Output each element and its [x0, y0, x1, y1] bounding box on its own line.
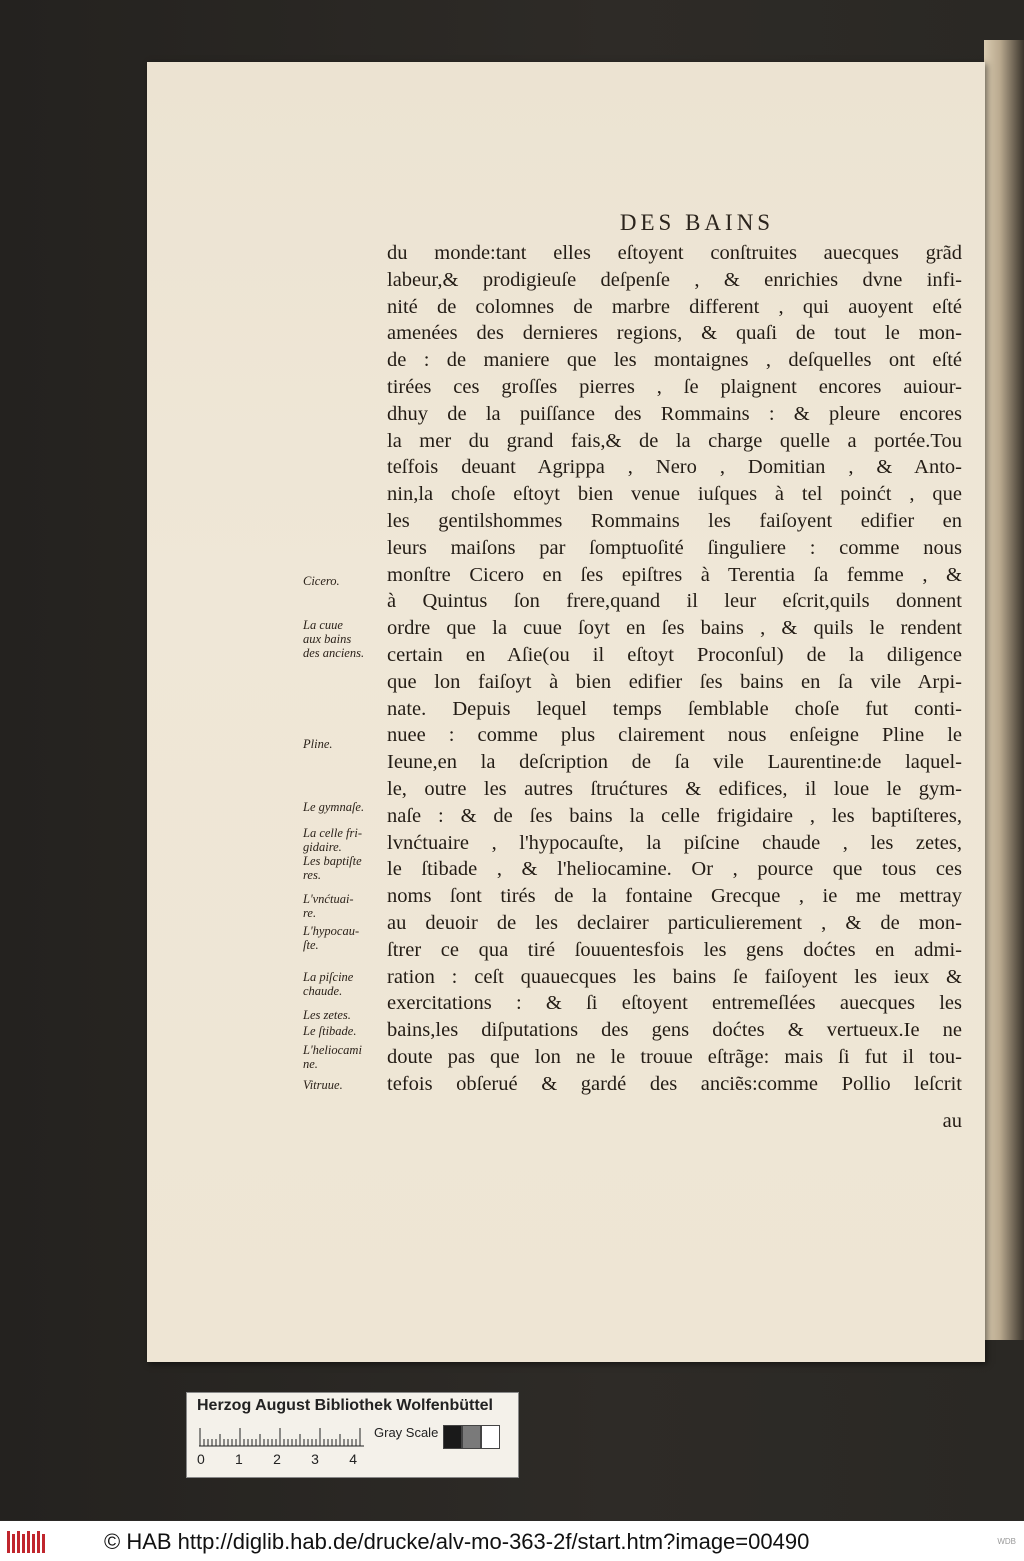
footer-bar	[0, 1521, 1024, 1561]
margin-note-line: Le gymnaſe.	[303, 800, 365, 814]
margin-note	[303, 1024, 383, 1038]
text-line: lvnćtuaire , l'hypocauſte, la piſcine chaude , les zetes,	[387, 831, 962, 854]
margin-note-line: La celle fri-	[303, 826, 363, 840]
text-line: ordre que la cuue ſoyt en ſes bains , & quils le rendent	[387, 617, 962, 640]
ruler-number: 3	[311, 1451, 319, 1467]
ruler-number: 4	[349, 1451, 357, 1467]
margin-note	[303, 1043, 383, 1071]
ruler-number: 1	[235, 1451, 243, 1467]
text-line: noms ſont tirés de la fontaine Grecque , ie me mettray	[387, 885, 962, 908]
margin-note-line: La cuue	[303, 618, 343, 632]
margin-note	[303, 737, 383, 751]
text-line: doute pas que lon ne le trouue eſtrãge: mais ſi fut il tou-	[387, 1045, 962, 1068]
margin-note-line: Les baptiſte	[303, 854, 362, 868]
text-line: Ieune,en la deſcription de ſa vile Laurentine:de laquel-	[387, 751, 962, 774]
text-line: ration : ceſt quauecques les bains ſe faiſoyent les ieux &	[387, 965, 962, 988]
text-line: teſfois deuant Agrippa , Nero , Domitian , & Anto-	[387, 456, 962, 479]
margin-note	[303, 618, 383, 660]
margin-note	[303, 1078, 383, 1092]
gray-swatch	[443, 1425, 462, 1449]
text-line: du monde:tant elles eſtoyent conſtruites auecques grãd	[387, 242, 962, 264]
margin-note-line: La piſcine	[303, 970, 354, 984]
text-line: labeur,& prodigieuſe deſpenſe , & enrichies dvne infi-	[387, 268, 962, 291]
margin-note-line: des anciens.	[303, 646, 365, 660]
margin-note-line: L'vnćtuai-	[303, 892, 354, 906]
margin-note-line: re.	[303, 906, 317, 920]
margin-note	[303, 1008, 383, 1022]
margin-note	[303, 574, 383, 588]
hab-logo-icon	[6, 1529, 46, 1560]
text-line: la mer du grand fais,& de la charge quelle a portée.Tou	[387, 429, 962, 452]
text-line: nate. Depuis lequel temps ſemblable choſe fut conti-	[387, 697, 962, 720]
text-line: naſe : & de ſes bains la celle frigidaire , les baptiſteres,	[387, 804, 962, 827]
gray-scale-label: Gray Scale	[374, 1425, 439, 1440]
text-line: tirées ces groſſes pierres , ſe plaignent encores auiour-	[387, 375, 962, 398]
library-name: Herzog August Bibliothek Wolfenbüttel	[197, 1397, 493, 1414]
facing-page-edge	[984, 40, 1024, 1340]
margin-note	[303, 800, 383, 814]
text-line: exercitations : & ſi eſtoyent entremeſlées auecques les	[387, 992, 962, 1015]
margin-note-line: res.	[303, 868, 321, 882]
margin-note-line: ne.	[303, 1057, 318, 1071]
gray-swatch	[462, 1425, 481, 1449]
margin-note-line: aux bains	[303, 632, 352, 646]
text-line: bains,les diſputations des gens doćtes & vertueux.Ie ne	[387, 1019, 962, 1042]
margin-note-line: Pline.	[303, 737, 333, 751]
text-line: leurs maiſons par ſomptuoſité ſinguliere : comme nous	[387, 536, 962, 559]
body-text	[387, 240, 962, 1098]
margin-note-line: Vitruue.	[303, 1078, 343, 1092]
text-line: à Quintus ſon frere,quand il leur eſcrit,quils donnent	[387, 590, 962, 613]
margin-note-line: gidaire.	[303, 840, 342, 854]
margin-note	[303, 892, 383, 920]
text-line: nité de colomnes de marbre different , qui auoyent eſté	[387, 295, 962, 318]
text-line: tefois obſerué & gardé des anciẽs:comme Pollio leſcrit	[387, 1072, 962, 1095]
ruler-number: 0	[197, 1451, 205, 1467]
wdb-mark: WDB	[997, 1537, 1016, 1546]
margin-note	[303, 924, 383, 952]
gray-scale-swatches	[443, 1425, 500, 1449]
text-line: nuee : comme plus clairement nous enſeigne Pline le	[387, 724, 962, 747]
text-line: dhuy de la puiſſance des Rommains : & pleure encores	[387, 402, 962, 425]
margin-note-line: ſte.	[303, 938, 319, 952]
margin-note-line: L'heliocami	[303, 1043, 362, 1057]
text-line: certain en Aſie(ou il eſtoyt Proconſul) de la diligence	[387, 643, 962, 666]
text-line: le, outre les autres ſtrućtures & edifices, il loue le gym-	[387, 777, 962, 800]
text-line: le ſtibade , & l'heliocamine. Or , pource que tous ces	[387, 858, 962, 881]
margin-note-line: L'hypocau-	[303, 924, 360, 938]
text-line: les gentilshommes Rommains les faiſoyent edifier en	[387, 509, 962, 532]
book-page	[147, 62, 985, 1362]
gray-swatch	[481, 1425, 500, 1449]
ruler-numbers	[197, 1451, 357, 1467]
margin-note-line: Cicero.	[303, 574, 340, 588]
text-line: nin,la choſe eſtoyt bien venue iuſques à tel poinćt , que	[387, 483, 962, 506]
margin-note-line: chaude.	[303, 984, 343, 998]
margin-note	[303, 826, 383, 854]
copyright-url: © HAB http://diglib.hab.de/drucke/alv-mo-363-2f/start.htm?image=00490	[104, 1529, 810, 1554]
text-line: amenées des dernieres regions, & quaſi de tout le mon-	[387, 322, 962, 345]
margin-note-line: Les zetes.	[303, 1008, 351, 1022]
text-line: de : de maniere que les montaignes , deſquelles ont eſté	[387, 349, 962, 372]
running-head: DES BAINS	[619, 210, 775, 235]
text-line: que lon faiſoyt à bien edifier ſes bains en ſa vile Arpi-	[387, 670, 962, 693]
color-reference-card	[186, 1392, 519, 1478]
text-line: ſtrer ce qua tiré ſouuentesfois les gens doćtes en admi-	[387, 938, 962, 961]
margin-note-line: Le ſtibade.	[303, 1024, 357, 1038]
margin-note	[303, 854, 383, 882]
ruler-number: 2	[273, 1451, 281, 1467]
catchword: au	[942, 1110, 962, 1132]
text-line: monſtre Cicero en ſes epiſtres à Terentia ſa femme , &	[387, 563, 962, 586]
centimeter-ruler	[199, 1425, 369, 1447]
margin-note	[303, 970, 383, 998]
text-line: au deuoir de les declairer particulierement , & de mon-	[387, 911, 962, 934]
